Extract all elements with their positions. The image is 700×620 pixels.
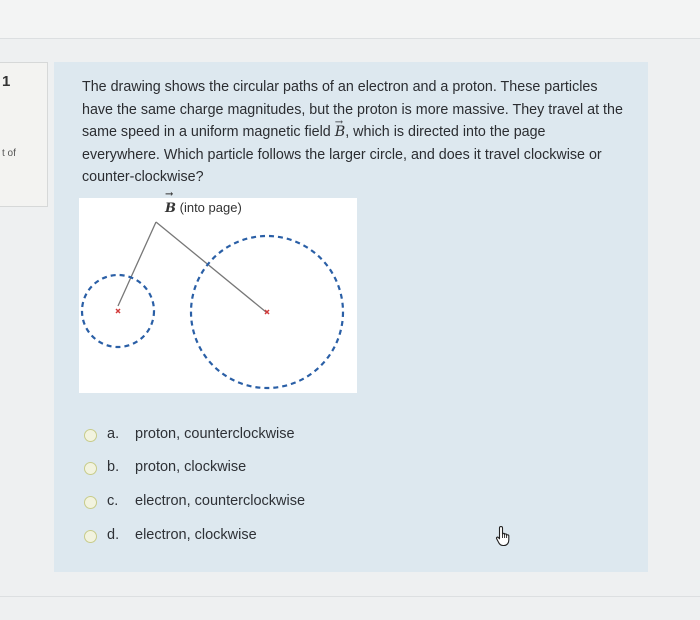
radio-a[interactable] — [84, 429, 97, 442]
field-label — [165, 200, 242, 216]
hand-pointer-icon — [495, 525, 513, 547]
proton-leader-line — [156, 222, 266, 312]
field-label-text: (into page) — [179, 200, 242, 215]
option-d-letter: d. — [107, 527, 120, 543]
divider — [0, 38, 700, 39]
question-text — [82, 76, 627, 189]
question-card — [54, 62, 648, 572]
option-a[interactable] — [84, 425, 384, 447]
radio-d[interactable] — [84, 530, 97, 543]
option-b-text: proton, clockwise — [135, 459, 247, 475]
question-text-part-2: , which is directed into the page everywhere. Which particle follows the larger circle, and does it travel clockwise or counter-clockwise? — [82, 124, 602, 186]
option-b[interactable] — [84, 458, 384, 480]
magnetic-field-figure — [79, 198, 357, 393]
radio-b[interactable] — [84, 462, 97, 475]
question-info-panel — [0, 62, 48, 207]
radio-c[interactable] — [84, 496, 97, 509]
field-symbol: → B — [335, 124, 346, 140]
top-band — [0, 0, 700, 38]
option-b-letter: b. — [107, 459, 120, 475]
bottom-band — [0, 597, 700, 620]
question-number: 1 — [2, 73, 11, 90]
option-c-letter: c. — [107, 493, 119, 509]
circular-paths-diagram — [79, 198, 357, 393]
electron-center-marker — [116, 309, 120, 313]
question-text-part-1: The drawing shows the circular paths of an electron and a proton. These particles have the same charge magnitudes, but the proton is more massive. They travel at the same speed in a uniform magnetic field — [82, 79, 623, 141]
points-label: t of — [2, 148, 16, 159]
option-c[interactable] — [84, 492, 384, 514]
option-a-letter: a. — [107, 426, 120, 442]
option-a-text: proton, counterclockwise — [135, 426, 295, 442]
option-c-text: electron, counterclockwise — [135, 493, 306, 509]
option-d[interactable] — [84, 526, 384, 548]
option-d-text: electron, clockwise — [135, 527, 257, 543]
field-label-symbol: → B — [165, 201, 176, 216]
